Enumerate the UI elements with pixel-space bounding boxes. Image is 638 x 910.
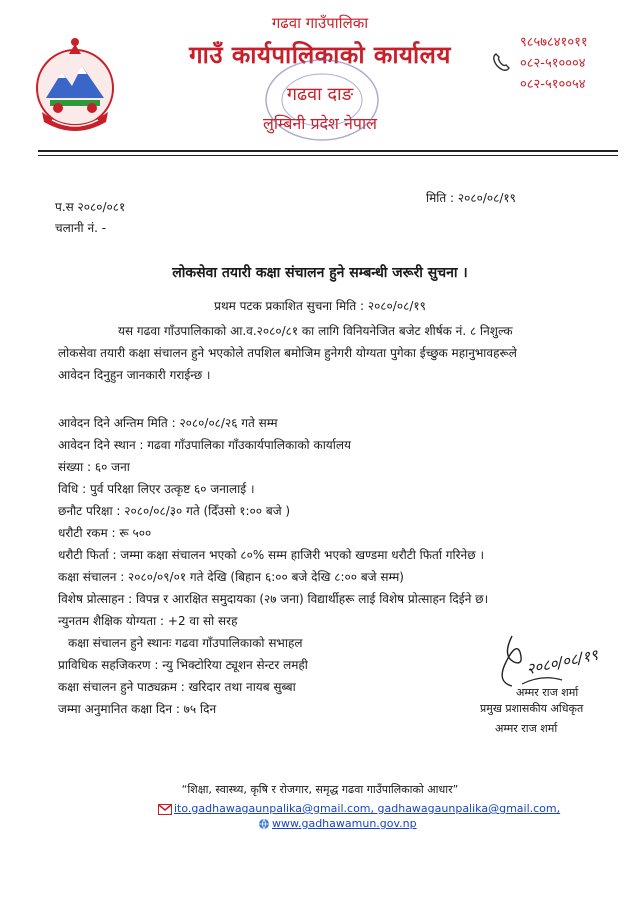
item-apply-place: आवेदन दिने स्थान : गढवा गाँउपालिका गाँउकार्यपालिकाको कार्यालय <box>58 438 351 452</box>
item-seat-count: संख्या : ६० जना <box>58 460 130 474</box>
intro-line-1: यस गढवा गाँउपालिकाको आ.व.२०८०/८१ का लागि विनियनेजित बजेट शीर्षक नं. ८ निशुल्क <box>118 324 513 338</box>
notice-title: लोकसेवा तयारी कक्षा संचालन हुने सम्बन्धी जरूरी सुचना । <box>172 265 468 281</box>
office-stamp <box>262 55 382 145</box>
dispatch-number: चलानी नं. - <box>55 221 107 235</box>
item-deposit-amount: धरौटी रकम : रू ५०० <box>58 526 152 540</box>
footer-website-link[interactable]: www.gadhawamun.gov.np <box>272 817 417 830</box>
header-divider-thin <box>38 155 618 156</box>
notice-subtitle: प्रथम पटक प्रकाशित सुचना मिति : २०८०/०८/१९ <box>214 299 426 313</box>
item-class-schedule: कक्षा संचालन : २०८०/०९/०१ गते देखि (बिहान ६:०० बजे देखि ८:०० बजे सम्म) <box>58 570 404 584</box>
gmail-icon <box>158 804 172 815</box>
item-selection-exam: छनौट परिक्षा : २०८०/०८/३० गते (दिँउसो १:०० बजे ) <box>58 504 291 518</box>
phone-numbers <box>520 32 588 95</box>
item-special-incentive: विशेष प्रोत्साहन : विपन्न र आरक्षित समुदायका (२७ जना) विद्यार्थीहरू लाई विशेष प्रोत्साहन दिईने छ। <box>58 592 489 606</box>
phone-number-1: ९८५७८४१०११ <box>520 35 588 50</box>
item-technical-facilitation: प्राविधिक सहजिकरण : न्यु भिक्टोरिया ट्यूशन सेन्टर लमही <box>58 658 308 672</box>
phone-icon <box>492 52 510 72</box>
handwritten-date: २०८०/०८/१९ <box>524 645 600 679</box>
signatory-name-top: अम्मर राज शर्मा <box>516 686 579 699</box>
province-name: लुम्बिनी प्रदेश नेपाल <box>263 114 377 133</box>
office-name: गाउँ कार्यपालिकाको कार्यालय <box>189 41 451 69</box>
item-method: विधि : पुर्व परिक्षा लिएर उत्कृष्ट ६० जनालाई । <box>58 482 255 496</box>
item-min-qualification: न्युनतम शैक्षिक योग्यता : +2 वा सो सरह <box>58 614 238 628</box>
signatory-designation: प्रमुख प्रशासकीय अधिकृत <box>480 702 584 715</box>
notice-date: मिति : २०८०/०८/१९ <box>426 191 516 205</box>
signatory-name: अम्मर राज शर्मा <box>495 722 558 735</box>
item-deposit-refund: धरौटी फिर्ता : जम्मा कक्षा संचालन भएको ८०% सम्म हाजिरी भएको खण्डमा धरौटी फिर्ता गरिनेछ । <box>58 548 484 562</box>
item-class-venue: कक्षा संचालन हुने स्थानः गढवा गाँउपालिकाको सभाहल <box>68 636 303 650</box>
globe-icon <box>258 818 270 830</box>
phone-number-2: ०८२-५१०००४ <box>520 56 586 71</box>
district-name: गढवा दाङ <box>286 84 354 105</box>
intro-line-3: आवेदन दिनुहुन जानकारी गराईन्छ । <box>58 368 211 382</box>
reference-number: प.स २०८०/०८१ <box>55 200 126 214</box>
municipality-name: गढवा गाउँपालिका <box>271 14 369 32</box>
item-total-days: जम्मा अनुमानित कक्षा दिन : ७५ दिन <box>58 702 217 716</box>
header-divider-thick <box>38 150 618 152</box>
footer-motto: “शिक्षा, स्वास्थ्य, कृषि र रोजगार, समृद्ध गढवा गाउँपालिकाको आधार” <box>181 783 459 796</box>
item-last-date: आवेदन दिने अन्तिम मिति : २०८०/०८/२६ गते सम्म <box>58 416 278 430</box>
nepal-emblem-logo <box>32 36 118 132</box>
footer-email-links[interactable]: ito.gadhawagaunpalika@gmail.com, gadhawagaunpalika@gmail.com, <box>174 802 561 815</box>
item-curriculum: कक्षा संचालन हुने पाठ्यक्रम : खरिदार तथा नायब सुब्बा <box>58 680 296 694</box>
phone-number-3: ०८२-५१००५४ <box>520 77 586 92</box>
intro-line-2: लोकसेवा तयारी कक्षा संचालन हुने भएकोले तपशिल बमोजिम हुनेगरी योग्यता पुगेका ईच्छुक महानुभावहरूले <box>58 346 517 360</box>
